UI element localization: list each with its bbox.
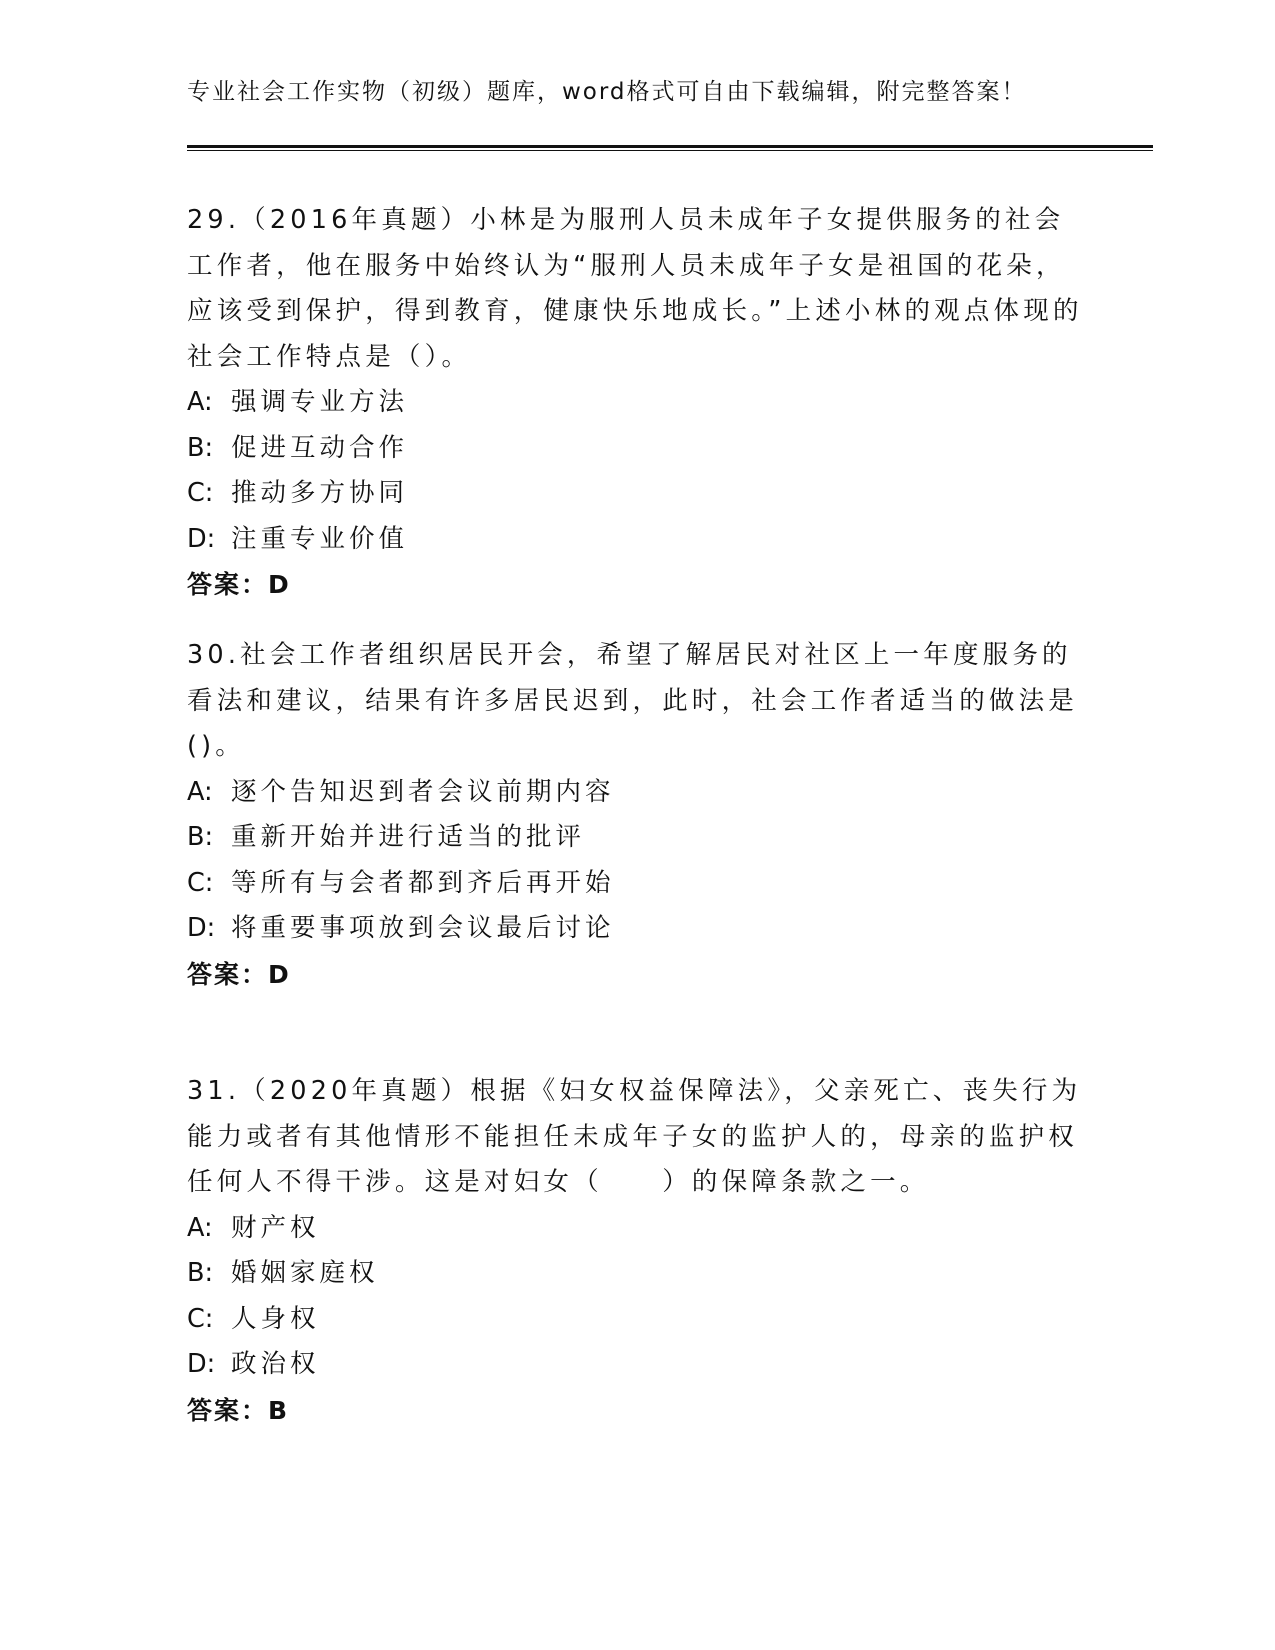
option-c: C: 人身权 bbox=[187, 1303, 320, 1334]
question-29 bbox=[187, 198, 1087, 608]
option-d: D: 将重要事项放到会议最后讨论 bbox=[187, 913, 615, 943]
page-header: 专业社会工作实物（初级）题库，word格式可自由下载编辑，附完整答案！ bbox=[187, 79, 1027, 105]
question-30 bbox=[187, 633, 1087, 997]
question-text: 29.（2016年真题）小林是为服刑人员未成年子女提供服务的社会工作者，他在服务中始终认为“服刑人员未成年子女是祖国的花朵，应该受到保护，得到教育，健康快乐地成长。”上述小林的观点体现的社会工作特点是（）。 bbox=[187, 205, 1083, 372]
option-c: C: 推动多方协同 bbox=[187, 478, 409, 508]
option-b: B: 促进互动合作 bbox=[187, 432, 409, 463]
option-b: B: 重新开始并进行适当的批评 bbox=[187, 822, 586, 852]
option-a: A: 财产权 bbox=[187, 1212, 320, 1243]
option-c: C: 等所有与会者都到齐后再开始 bbox=[187, 867, 615, 898]
answer: 答案：D bbox=[187, 570, 291, 599]
answer: 答案：D bbox=[187, 959, 291, 989]
question-31 bbox=[187, 1069, 1087, 1433]
question-text: 30.社会工作者组织居民开会，希望了解居民对社区上一年度服务的看法和建议，结果有许多居民迟到，此时，社会工作者适当的做法是()。 bbox=[187, 640, 1079, 761]
answer: 答案：B bbox=[187, 1395, 290, 1425]
option-d: D: 注重专业价值 bbox=[187, 523, 409, 554]
question-text: 31.（2020年真题）根据《妇女权益保障法》，父亲死亡、丧失行为能力或者有其他情形不能担任未成年子女的监护人的，母亲的监护权任何人不得干涉。这是对妇女（ ）的保障条款之一。 bbox=[187, 1076, 1082, 1197]
option-a: A: 强调专业方法 bbox=[187, 387, 409, 417]
option-a: A: 逐个告知迟到者会议前期内容 bbox=[187, 776, 615, 807]
option-b: B: 婚姻家庭权 bbox=[187, 1258, 379, 1288]
header-rule-thick bbox=[187, 145, 1153, 148]
option-d: D: 政治权 bbox=[187, 1349, 320, 1379]
header-rule-thin bbox=[187, 150, 1153, 151]
